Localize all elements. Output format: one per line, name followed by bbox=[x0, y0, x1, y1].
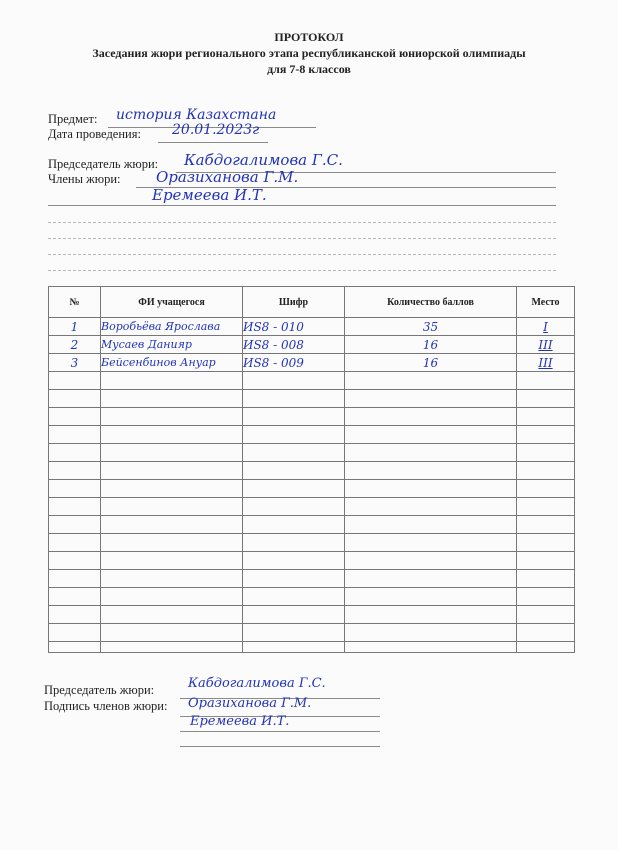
table-row bbox=[49, 588, 575, 606]
date-underline bbox=[158, 142, 268, 143]
table-row bbox=[49, 318, 575, 336]
row-place: III bbox=[538, 355, 553, 370]
members-line-5 bbox=[48, 254, 556, 255]
members-line-6 bbox=[48, 270, 556, 271]
row-score: 35 bbox=[422, 319, 439, 334]
row-score: 16 bbox=[422, 337, 439, 352]
col-header-number: № bbox=[49, 287, 101, 318]
col-header-score: Количество баллов bbox=[345, 287, 517, 318]
table-row bbox=[49, 642, 575, 653]
date-value: 20.01.2023г bbox=[172, 122, 260, 138]
table-row bbox=[49, 336, 575, 354]
table-row bbox=[49, 534, 575, 552]
subject-label: Предмет: bbox=[48, 112, 98, 126]
subject-value: история Казахстана bbox=[116, 107, 277, 123]
chair-label: Председатель жюри: bbox=[48, 157, 159, 171]
table-row bbox=[49, 480, 575, 498]
row-code: ИS8 - 008 bbox=[243, 337, 304, 352]
row-name: Бейсенбинов Ануар bbox=[101, 356, 216, 369]
members-underline-2 bbox=[48, 205, 556, 206]
table-row bbox=[49, 552, 575, 570]
document-subtitle: Заседания жюри регионального этапа республиканской юниорской олимпиады bbox=[92, 46, 526, 60]
table-row bbox=[49, 390, 575, 408]
col-header-place: Место bbox=[517, 287, 575, 318]
table-row bbox=[49, 570, 575, 588]
table-row bbox=[49, 444, 575, 462]
row-score: 16 bbox=[422, 355, 439, 370]
row-code: ИS8 - 009 bbox=[243, 355, 304, 370]
date-label: Дата проведения: bbox=[48, 127, 141, 141]
footer-chair-signature: Кабдогалимова Г.С. bbox=[188, 676, 326, 691]
row-number: 1 bbox=[70, 319, 79, 334]
table-header-row bbox=[49, 287, 575, 318]
footer-member-3-underline bbox=[180, 746, 380, 747]
footer-member-1-signature: Оразиханова Г.М. bbox=[188, 696, 312, 711]
row-number: 3 bbox=[70, 355, 79, 370]
member-1-value: Оразиханова Г.М. bbox=[156, 168, 299, 186]
table-row bbox=[49, 426, 575, 444]
chair-value: Кабдогалимова Г.С. bbox=[184, 151, 343, 169]
footer-member-2-signature: Еремеева И.Т. bbox=[190, 714, 290, 729]
row-name: Воробьёва Ярослава bbox=[101, 320, 221, 333]
table-row bbox=[49, 462, 575, 480]
table-row bbox=[49, 408, 575, 426]
members-line-3 bbox=[48, 222, 556, 223]
col-header-name: ФИ учащегося bbox=[101, 287, 243, 318]
table-row bbox=[49, 372, 575, 390]
results-table bbox=[48, 286, 575, 653]
row-code: ИS8 - 010 bbox=[243, 319, 304, 334]
members-line-4 bbox=[48, 238, 556, 239]
table-row bbox=[49, 606, 575, 624]
member-2-value: Еремеева И.Т. bbox=[152, 186, 267, 204]
table-row bbox=[49, 354, 575, 372]
table-row bbox=[49, 498, 575, 516]
col-header-code: Шифр bbox=[243, 287, 345, 318]
footer-members-label: Подпись членов жюри: bbox=[44, 699, 168, 713]
row-place: III bbox=[538, 337, 553, 352]
row-number: 2 bbox=[70, 337, 79, 352]
footer-member-2-underline bbox=[180, 731, 380, 732]
row-name: Мусаев Данияр bbox=[101, 338, 192, 351]
footer-chair-label: Председатель жюри: bbox=[44, 683, 155, 697]
table-row bbox=[49, 516, 575, 534]
document-subtitle-grade: для 7-8 классов bbox=[267, 62, 351, 76]
row-place: I bbox=[543, 319, 548, 334]
table-row bbox=[49, 624, 575, 642]
document-title: ПРОТОКОЛ bbox=[274, 30, 344, 44]
members-label: Члены жюри: bbox=[48, 172, 121, 186]
